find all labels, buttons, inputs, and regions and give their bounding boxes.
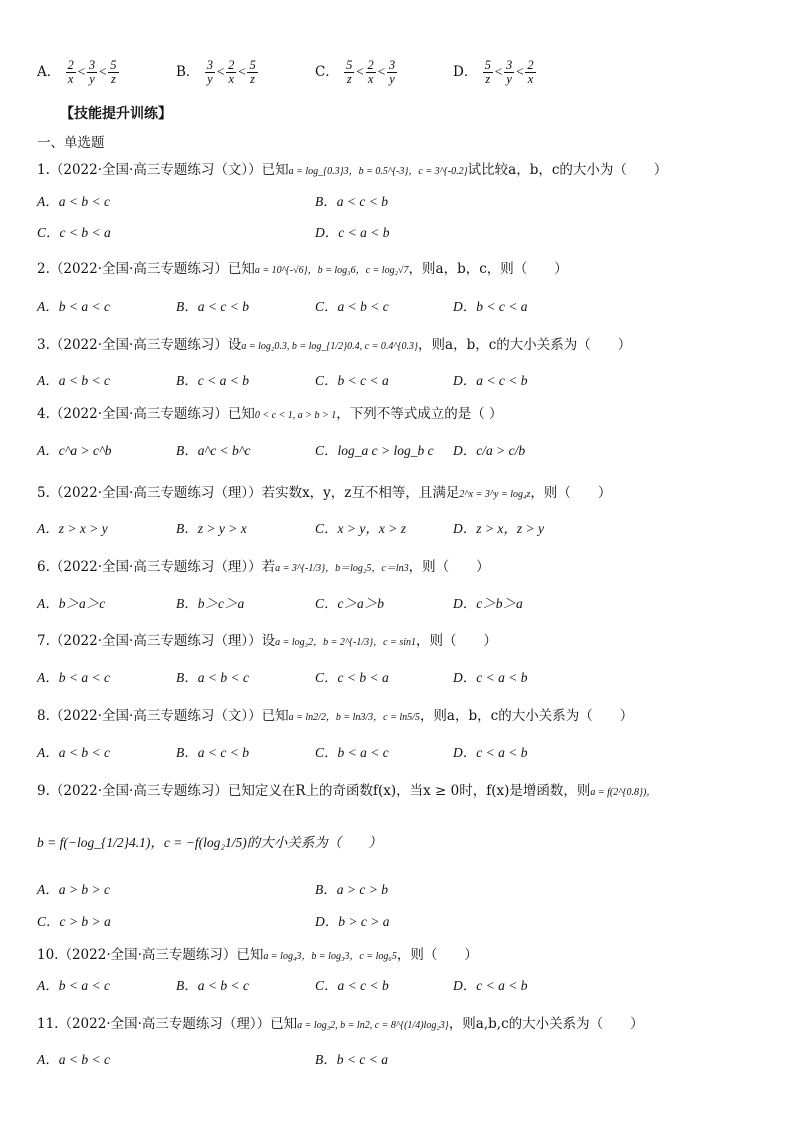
top-option-c: C． $\frac{5}{z}$ < $\frac{2}{x}$ < $\frac{3}{y}$ bbox=[315, 58, 396, 86]
q10-option-d: D．c < a < b bbox=[453, 978, 528, 993]
q8-option-b: B．a < c < b bbox=[176, 745, 249, 760]
fraction: $\frac{5}{z}$ bbox=[249, 58, 256, 86]
fraction: $\frac{2}{x}$ bbox=[67, 58, 74, 86]
question-5: 5.（2022·全国·高三专题练习（理））若实数x，y，z互不相等，且满足2^x = 3^y = log₄z，则（ ） bbox=[37, 485, 612, 501]
question-3: 3.（2022·全国·高三专题练习）设a = log₂0.3, b = log_{1/2}0.4, c = 0.4^{0.3}，则a，b，c的大小关系为（ ） bbox=[37, 337, 632, 353]
q7-option-a: A．b < a < c bbox=[37, 670, 110, 685]
question-8: 8.（2022·全国·高三专题练习（文））已知a = ln2/2，b = ln3/3，c = ln5/5，则a，b，c的大小关系为（ ） bbox=[37, 708, 634, 724]
q11-option-a: A．a < b < c bbox=[37, 1052, 110, 1067]
q9-option-d: D．b > c > a bbox=[315, 914, 390, 929]
q9-option-b: B．a > c > b bbox=[315, 882, 388, 897]
fraction: $\frac{2}{x}$ bbox=[527, 58, 534, 86]
q7-option-c: C．c < b < a bbox=[315, 670, 389, 685]
q6-option-b: B．b＞c＞a bbox=[176, 596, 245, 611]
option-label: D． bbox=[453, 64, 478, 80]
fraction: $\frac{2}{x}$ bbox=[228, 58, 235, 86]
q3-option-a: A．a < b < c bbox=[37, 373, 110, 388]
question-10: 10.（2022·全国·高三专题练习）已知a = log₄3，b = log₃3，c = log₆5，则（ ） bbox=[37, 947, 478, 963]
option-label: C． bbox=[315, 64, 339, 80]
q2-option-a: A．b < a < c bbox=[37, 299, 110, 314]
question-7: 7.（2022·全国·高三专题练习（理））设a = log₃2，b = 2^{-1/3}，c = sin1，则（ ） bbox=[37, 633, 498, 649]
q2-option-d: D．b < c < a bbox=[453, 299, 528, 314]
top-option-b: B． $\frac{3}{y}$ < $\frac{2}{x}$ < $\frac{5}{z}$ bbox=[176, 58, 256, 86]
q4-option-b: B．a^c < b^c bbox=[176, 443, 251, 458]
q7-option-b: B．a < b < c bbox=[176, 670, 249, 685]
q8-option-a: A．a < b < c bbox=[37, 745, 110, 760]
q3-option-c: C．b < c < a bbox=[315, 373, 389, 388]
fraction: $\frac{5}{z}$ bbox=[110, 58, 117, 86]
q9-option-c: C．c > b > a bbox=[37, 914, 111, 929]
fraction: $\frac{5}{z}$ bbox=[346, 58, 353, 86]
question-2: 2.（2022·全国·高三专题练习）已知a = 10^{-√6}，b = log₃6，c = log₂√7，则a，b，c，则（ ） bbox=[37, 261, 568, 277]
fraction: $\frac{3}{y}$ bbox=[88, 58, 96, 86]
question-6: 6.（2022·全国·高三专题练习（理））若a = 3^{-1/3}，b＝log₂5，c＝ln3，则（ ） bbox=[37, 559, 490, 575]
q10-option-b: B．a < b < c bbox=[176, 978, 249, 993]
q1-option-b: B．a < c < b bbox=[315, 194, 388, 209]
question-9: 9.（2022·全国·高三专题练习）已知定义在R上的奇函数f(x)，当x ≥ 0时，f(x)是增函数，则a = f(2^{0.8})， bbox=[37, 783, 657, 799]
top-option-a: A． $\frac{2}{x}$ < $\frac{3}{y}$ < $\frac{5}{z}$ bbox=[37, 58, 117, 86]
q1-option-d: D．c < a < b bbox=[315, 225, 390, 240]
question-11: 11.（2022·全国·高三专题练习（理））已知a = log₃2, b = ln2, c = 8^{(1/4)log₂3}，则a,b,c的大小关系为（ ） bbox=[37, 1016, 644, 1032]
q6-option-a: A．b＞a＞c bbox=[37, 596, 106, 611]
q11-option-b: B．b < c < a bbox=[315, 1052, 388, 1067]
q5-option-d: D．z > x，z > y bbox=[453, 521, 544, 536]
question-4: 4.（2022·全国·高三专题练习）已知0 < c < 1, a > b > 1，下列不等式成立的是（ ） bbox=[37, 406, 503, 422]
question-1: 1.（2022·全国·高三专题练习（文））已知a = log_{0.3}3，b = 0.5^{-3}，c = 3^{-0.2}试比较a，b，c的大小为（ ） bbox=[37, 162, 668, 178]
subsection-title: 一、单选题 bbox=[37, 135, 105, 151]
top-option-d: D． $\frac{5}{z}$ < $\frac{3}{y}$ < $\frac{2}{x}$ bbox=[453, 58, 534, 86]
q5-option-b: B．z > y > x bbox=[176, 521, 247, 536]
fraction: $\frac{5}{z}$ bbox=[484, 58, 491, 86]
q1-option-a: A．a < b < c bbox=[37, 194, 110, 209]
q10-option-c: C．a < c < b bbox=[315, 978, 389, 993]
q1-option-c: C．c < b < a bbox=[37, 225, 111, 240]
fraction: $\frac{3}{y}$ bbox=[206, 58, 213, 86]
q4-option-d: D．c/a > c/b bbox=[453, 443, 526, 458]
q4-option-c: C．log_a c > log_b c bbox=[315, 443, 434, 458]
q5-option-c: C．x > y，x > z bbox=[315, 521, 406, 536]
fraction: $\frac{2}{x}$ bbox=[367, 58, 374, 86]
q6-option-c: C．c＞a＞b bbox=[315, 596, 384, 611]
question-9-line2: b = f(−log_{1/2}4.1)，c = −f(log₂1/5)的大小关系为（ ） bbox=[37, 835, 382, 850]
q2-option-b: B．a < c < b bbox=[176, 299, 249, 314]
q3-option-b: B．c < a < b bbox=[176, 373, 249, 388]
q4-option-a: A．c^a > c^b bbox=[37, 443, 112, 458]
q5-option-a: A．z > x > y bbox=[37, 521, 108, 536]
option-label: A． bbox=[37, 64, 61, 80]
q8-option-c: C．b < a < c bbox=[315, 745, 389, 760]
fraction: $\frac{3}{y}$ bbox=[388, 58, 396, 86]
q8-option-d: D．c < a < b bbox=[453, 745, 528, 760]
fraction: $\frac{3}{y}$ bbox=[506, 58, 513, 86]
q7-option-d: D．c < a < b bbox=[453, 670, 528, 685]
option-label: B． bbox=[176, 64, 200, 80]
q2-option-c: C．a < b < c bbox=[315, 299, 389, 314]
q3-option-d: D．a < c < b bbox=[453, 373, 528, 388]
section-title: 【技能提升训练】 bbox=[60, 106, 172, 122]
q10-option-a: A．b < a < c bbox=[37, 978, 110, 993]
q9-option-a: A．a > b > c bbox=[37, 882, 110, 897]
q6-option-d: D．c＞b＞a bbox=[453, 596, 523, 611]
